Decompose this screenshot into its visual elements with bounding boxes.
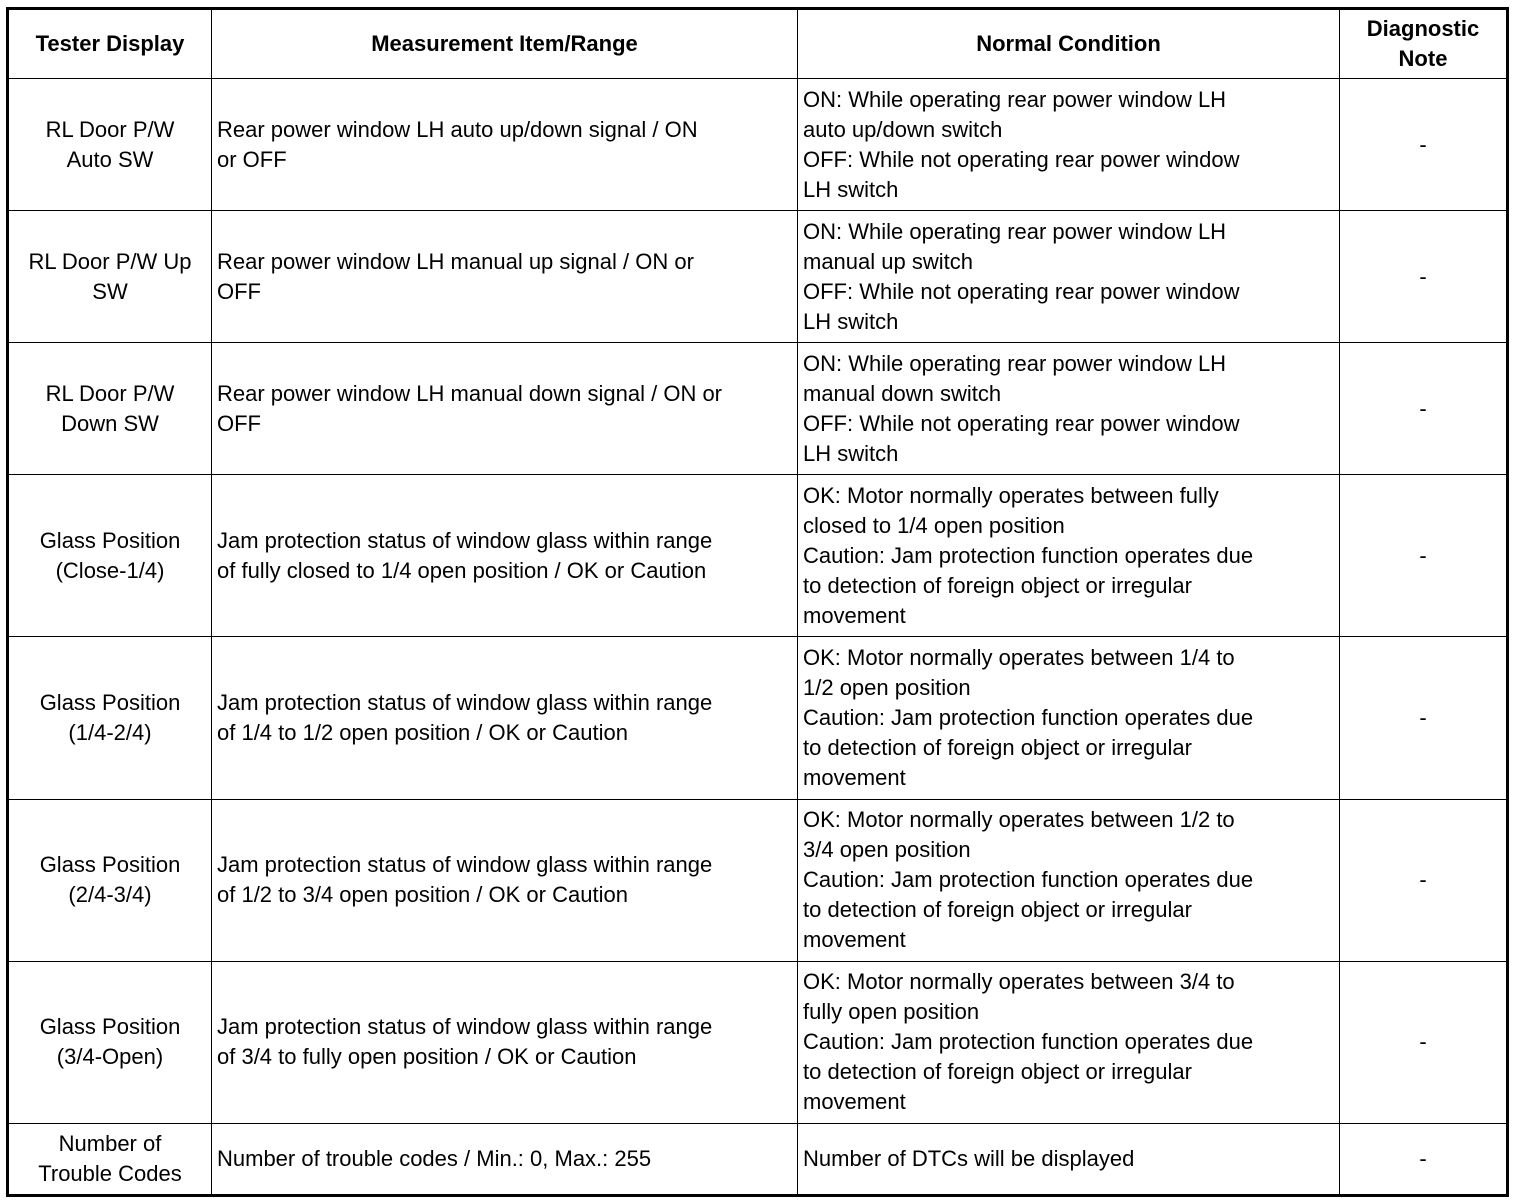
normal-condition-line: OFF: While not operating rear power window — [803, 146, 1240, 172]
normal-condition-line: OFF: While not operating rear power window — [803, 278, 1240, 304]
normal-condition-line: to detection of foreign object or irregular — [803, 735, 1192, 761]
normal-condition-line: OK: Motor normally operates between 1/2 to — [803, 807, 1235, 833]
diagnostic-note-cell: - — [1340, 637, 1508, 799]
tester-display-cell — [8, 637, 212, 799]
normal-condition-line: ON: While operating rear power window LH — [803, 218, 1227, 244]
header-tester-display: Tester Display — [8, 9, 212, 79]
tester-display-line: Glass Position — [39, 690, 181, 716]
normal-condition-cell — [798, 343, 1340, 475]
measurement-line: OFF — [217, 278, 261, 304]
normal-condition-line: manual up switch — [803, 248, 973, 274]
normal-condition-line: OK: Motor normally operates between fully — [803, 482, 1219, 508]
normal-condition-line: movement — [803, 1089, 906, 1115]
measurement-line: Rear power window LH manual down signal / ON or — [217, 380, 723, 406]
header-diagnostic-note — [1340, 9, 1508, 79]
tester-display-line: Trouble Codes — [38, 1160, 182, 1186]
tester-display-line: RL Door P/W — [45, 380, 175, 406]
table-row — [8, 343, 1508, 475]
normal-condition-line: LH switch — [803, 308, 899, 334]
measurement-cell — [212, 1123, 798, 1195]
header-diagnostic-note-line-2: Note — [1398, 46, 1448, 71]
tester-display-line: SW — [92, 278, 128, 304]
measurement-cell — [212, 79, 798, 211]
normal-condition-cell — [798, 79, 1340, 211]
tester-display-line: (2/4-3/4) — [68, 882, 152, 908]
tester-display-line: (Close-1/4) — [55, 557, 165, 583]
tester-display-line: Down SW — [61, 410, 159, 436]
measurement-line: of 3/4 to fully open position / OK or Caution — [217, 1044, 637, 1070]
measurement-cell — [212, 961, 798, 1123]
normal-condition-line: Caution: Jam protection function operates due — [803, 705, 1254, 731]
measurement-line: OFF — [217, 410, 261, 436]
table-row — [8, 799, 1508, 961]
normal-condition-line: Caution: Jam protection function operates due — [803, 867, 1254, 893]
measurement-line: of fully closed to 1/4 open position / OK or Caution — [217, 557, 707, 583]
normal-condition-cell — [798, 211, 1340, 343]
table-row — [8, 211, 1508, 343]
normal-condition-cell — [798, 961, 1340, 1123]
tester-display-cell — [8, 1123, 212, 1195]
measurement-line: Rear power window LH manual up signal / ON or — [217, 248, 694, 274]
tester-display-line: Glass Position — [39, 852, 181, 878]
measurement-cell — [212, 637, 798, 799]
tester-display-line: Number of — [58, 1130, 162, 1156]
diagnostic-note-cell: - — [1340, 1123, 1508, 1195]
measurement-line: Jam protection status of window glass within range — [217, 690, 713, 716]
tester-display-line: Auto SW — [66, 146, 154, 172]
normal-condition-cell — [798, 637, 1340, 799]
header-diagnostic-note-line-1: Diagnostic — [1366, 16, 1480, 41]
normal-condition-line: to detection of foreign object or irregular — [803, 572, 1192, 598]
normal-condition-line: Caution: Jam protection function operates due — [803, 542, 1254, 568]
measurement-line: Jam protection status of window glass within range — [217, 852, 713, 878]
normal-condition-line: Caution: Jam protection function operates due — [803, 1029, 1254, 1055]
normal-condition-line: movement — [803, 602, 906, 628]
header-row — [8, 9, 1508, 79]
normal-condition-line: LH switch — [803, 176, 899, 202]
normal-condition-line: ON: While operating rear power window LH — [803, 86, 1227, 112]
table-row — [8, 79, 1508, 211]
measurement-line: Rear power window LH auto up/down signal / ON — [217, 116, 698, 142]
normal-condition-line: OFF: While not operating rear power window — [803, 410, 1240, 436]
normal-condition-line: manual down switch — [803, 380, 1002, 406]
tester-display-line: (3/4-Open) — [56, 1044, 164, 1070]
measurement-cell — [212, 211, 798, 343]
header-normal-condition: Normal Condition — [798, 9, 1340, 79]
normal-condition-cell — [798, 475, 1340, 637]
diagnostic-note-cell: - — [1340, 475, 1508, 637]
tester-display-line: RL Door P/W — [45, 116, 175, 142]
diagnostic-note-cell: - — [1340, 799, 1508, 961]
tester-display-cell — [8, 79, 212, 211]
normal-condition-cell — [798, 1123, 1340, 1195]
normal-condition-line: 1/2 open position — [803, 675, 971, 701]
tester-display-line: Glass Position — [39, 527, 181, 553]
normal-condition-cell — [798, 799, 1340, 961]
tester-display-cell — [8, 799, 212, 961]
tester-display-line: Glass Position — [39, 1014, 181, 1040]
tester-display-cell — [8, 961, 212, 1123]
measurement-line: of 1/2 to 3/4 open position / OK or Caution — [217, 882, 628, 908]
normal-condition-line: LH switch — [803, 440, 899, 466]
normal-condition-line: movement — [803, 927, 906, 953]
normal-condition-line: movement — [803, 765, 906, 791]
table-row — [8, 637, 1508, 799]
diagnostic-note-cell: - — [1340, 343, 1508, 475]
measurement-line: of 1/4 to 1/2 open position / OK or Caution — [217, 720, 628, 746]
normal-condition-line: 3/4 open position — [803, 837, 971, 863]
tester-display-line: (1/4-2/4) — [68, 720, 152, 746]
tester-display-cell — [8, 211, 212, 343]
tester-display-cell — [8, 475, 212, 637]
header-measurement-item: Measurement Item/Range — [212, 9, 798, 79]
diagnostic-note-cell: - — [1340, 79, 1508, 211]
tester-display-cell — [8, 343, 212, 475]
normal-condition-line: fully open position — [803, 999, 980, 1025]
measurement-line: Jam protection status of window glass within range — [217, 527, 713, 553]
measurement-cell — [212, 799, 798, 961]
measurement-line: or OFF — [217, 146, 287, 172]
table-row — [8, 475, 1508, 637]
normal-condition-line: to detection of foreign object or irregular — [803, 1059, 1192, 1085]
measurement-cell — [212, 475, 798, 637]
measurement-cell — [212, 343, 798, 475]
table-row — [8, 1123, 1508, 1195]
table-row — [8, 961, 1508, 1123]
normal-condition-line: OK: Motor normally operates between 1/4 to — [803, 645, 1235, 671]
normal-condition-line: ON: While operating rear power window LH — [803, 350, 1227, 376]
diagnostic-note-cell: - — [1340, 961, 1508, 1123]
tester-display-line: RL Door P/W Up — [28, 248, 192, 274]
normal-condition-line: auto up/down switch — [803, 116, 1003, 142]
normal-condition-line: closed to 1/4 open position — [803, 512, 1065, 538]
data-table — [6, 7, 1509, 1197]
measurement-line: Number of trouble codes / Min.: 0, Max.: 255 — [217, 1145, 652, 1171]
normal-condition-line: Number of DTCs will be displayed — [803, 1145, 1135, 1171]
measurement-line: Jam protection status of window glass within range — [217, 1014, 713, 1040]
diagnostic-note-cell: - — [1340, 211, 1508, 343]
normal-condition-line: to detection of foreign object or irregular — [803, 897, 1192, 923]
normal-condition-line: OK: Motor normally operates between 3/4 to — [803, 969, 1235, 995]
